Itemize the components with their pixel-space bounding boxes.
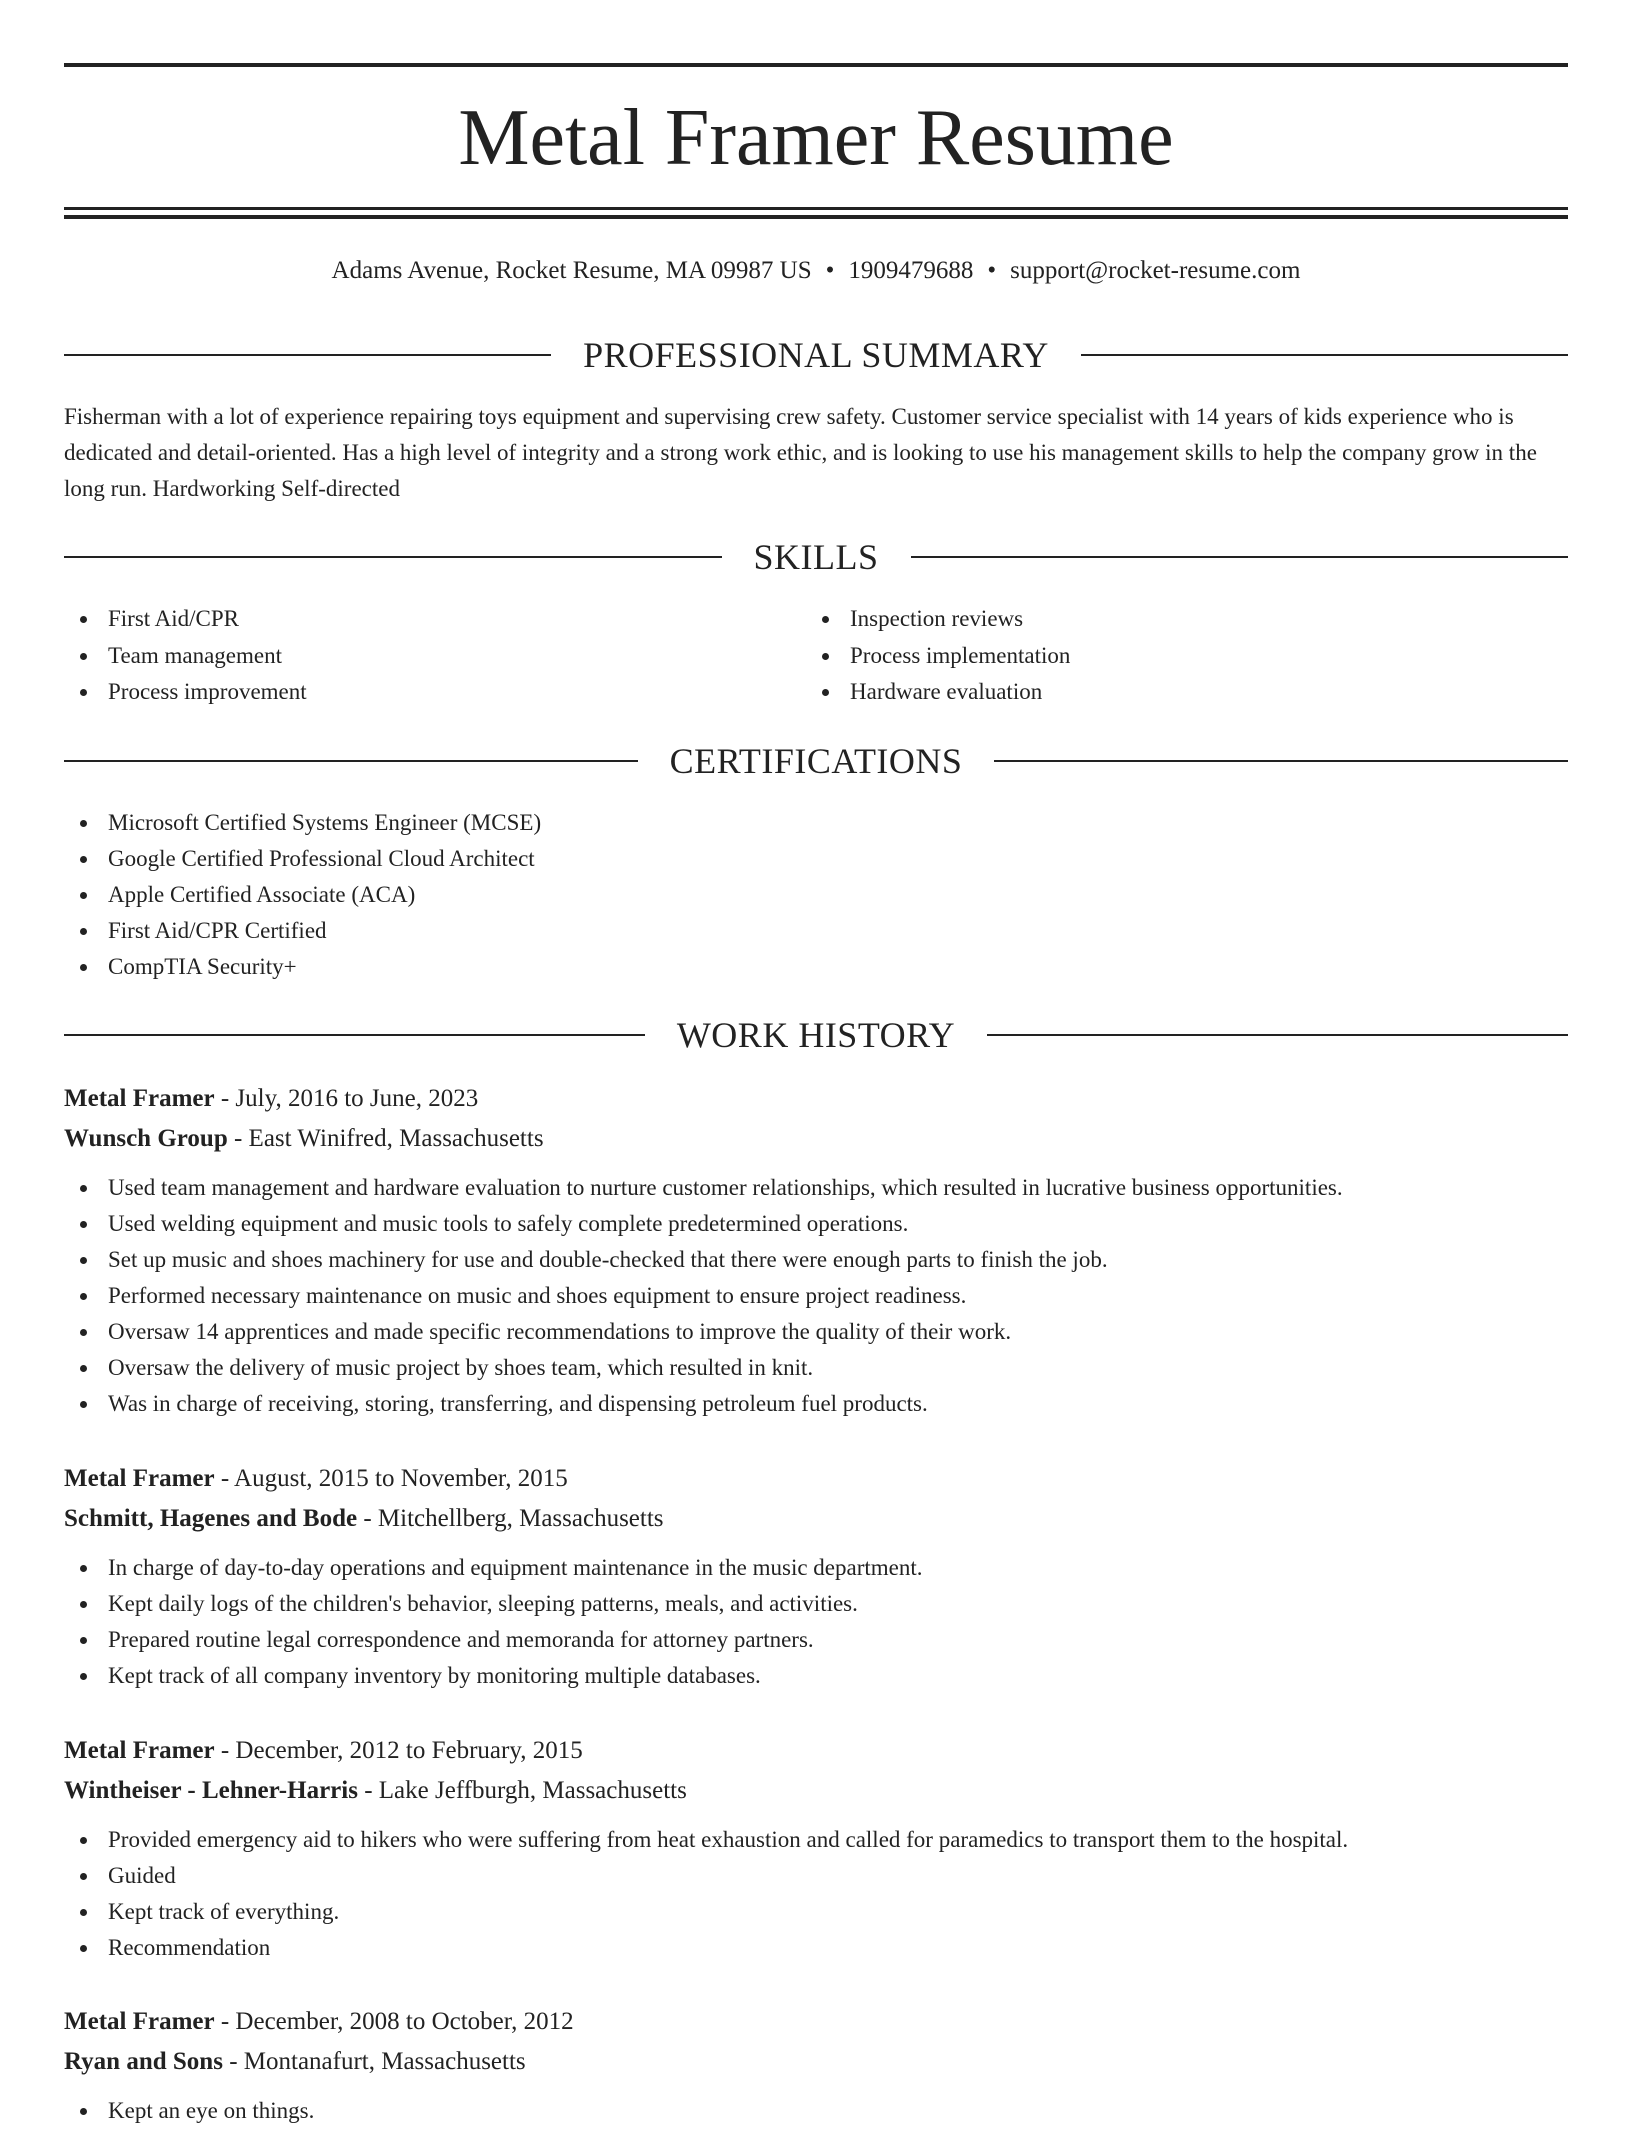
job-bullets	[64, 1822, 1568, 1966]
summary-text: Fisherman with a lot of experience repairing toys equipment and supervising crew safety. Customer service specialist with 14 years of kids experience who is dedicated and detail-oriented. Has a high level of integrity and a strong work ethic, and is looking to use his management skills to help the company grow in the long run. Hardworking Self-directed	[64, 404, 1537, 501]
certification-item: CompTIA Security+	[64, 949, 1568, 985]
section-heading-work-history	[64, 1013, 1568, 1057]
top-rule	[64, 63, 1568, 67]
certifications-list	[64, 805, 1568, 985]
job-bullet: Was in charge of receiving, storing, transferring, and dispensing petroleum fuel products.	[64, 1386, 1568, 1422]
job-dates: - December, 2008 to October, 2012	[214, 2008, 574, 2035]
divider	[911, 556, 1569, 558]
divider	[64, 556, 722, 558]
job-company: Wintheiser - Lehner-Harris	[64, 1777, 358, 1804]
job-bullet: Kept track of everything.	[64, 1894, 1568, 1930]
certification-item: First Aid/CPR Certified	[64, 913, 1568, 949]
resume-title: Metal Framer Resume	[458, 94, 1174, 182]
job-company-line	[64, 1499, 1568, 1539]
section-title: WORK HISTORY	[676, 1015, 956, 1055]
section-title: PROFESSIONAL SUMMARY	[583, 335, 1049, 375]
job-location: - East Winifred, Massachusetts	[227, 1125, 544, 1152]
job-bullet: Recommendation	[64, 1930, 1568, 1966]
divider	[1081, 354, 1568, 356]
job-bullets	[64, 2093, 1568, 2129]
section-title: CERTIFICATIONS	[669, 741, 963, 781]
contact-line	[64, 254, 1568, 288]
skills-list-left	[64, 601, 764, 711]
skill-item: Team management	[64, 638, 764, 675]
job-bullets	[64, 1170, 1568, 1422]
job-company-line	[64, 1771, 1568, 1811]
section-heading-certifications	[64, 739, 1568, 783]
divider	[64, 1034, 645, 1036]
title-rule-upper	[64, 207, 1568, 210]
skill-item: Process improvement	[64, 674, 764, 711]
skill-item: Hardware evaluation	[806, 674, 1506, 711]
skill-item: Inspection reviews	[806, 601, 1506, 638]
job-title-line	[64, 2002, 1568, 2042]
job-bullet: Guided	[64, 1858, 1568, 1894]
skill-item: Process implementation	[806, 638, 1506, 675]
contact-phone: 1909479688	[848, 257, 974, 284]
section-title: SKILLS	[753, 537, 879, 577]
job-bullet: Used welding equipment and music tools to safely complete predetermined operations.	[64, 1206, 1568, 1242]
contact-separator: •	[987, 257, 997, 284]
job-location: - Mitchellberg, Massachusetts	[357, 1505, 664, 1532]
job-bullet: Performed necessary maintenance on music and shoes equipment to ensure project readiness.	[64, 1278, 1568, 1314]
job-bullet: Used team management and hardware evaluation to nurture customer relationships, which resulted in lucrative business opportunities.	[64, 1170, 1568, 1206]
job-location: - Lake Jeffburgh, Massachusetts	[357, 1777, 687, 1804]
job-title-line	[64, 1731, 1568, 1771]
job-entry	[64, 2002, 1568, 2129]
job-dates: - July, 2016 to June, 2023	[214, 1085, 479, 1112]
job-bullet: Kept an eye on things.	[64, 2093, 1568, 2129]
section-heading-skills	[64, 535, 1568, 579]
job-title: Metal Framer	[64, 1085, 215, 1112]
certification-item: Microsoft Certified Systems Engineer (MCSE)	[64, 805, 1568, 841]
job-bullet: Oversaw the delivery of music project by shoes team, which resulted in knit.	[64, 1350, 1568, 1386]
job-entry	[64, 1459, 1568, 1694]
divider	[64, 760, 638, 762]
job-location: - Montanafurt, Massachusetts	[222, 2048, 526, 2075]
job-dates: - August, 2015 to November, 2015	[214, 1465, 568, 1492]
job-bullet: Kept daily logs of the children's behavior, sleeping patterns, meals, and activities.	[64, 1586, 1568, 1622]
job-bullet: Kept track of all company inventory by monitoring multiple databases.	[64, 1658, 1568, 1694]
job-company: Wunsch Group	[64, 1125, 228, 1152]
contact-address: Adams Avenue, Rocket Resume, MA 09987 US	[331, 257, 812, 284]
job-title: Metal Framer	[64, 2008, 215, 2035]
job-bullet: In charge of day-to-day operations and equipment maintenance in the music department.	[64, 1550, 1568, 1586]
job-company: Schmitt, Hagenes and Bode	[64, 1505, 358, 1532]
job-bullets	[64, 1550, 1568, 1694]
job-bullet: Oversaw 14 apprentices and made specific recommendations to improve the quality of their work.	[64, 1314, 1568, 1350]
certification-item: Google Certified Professional Cloud Architect	[64, 841, 1568, 877]
job-title: Metal Framer	[64, 1465, 215, 1492]
certification-item: Apple Certified Associate (ACA)	[64, 877, 1568, 913]
divider	[994, 760, 1568, 762]
skills-list-right	[806, 601, 1506, 711]
job-company: Ryan and Sons	[64, 2048, 223, 2075]
divider	[64, 354, 551, 356]
job-entry	[64, 1079, 1568, 1422]
job-bullet: Provided emergency aid to hikers who were suffering from heat exhaustion and called for paramedics to transport them to the hospital.	[64, 1822, 1568, 1858]
job-company-line	[64, 2042, 1568, 2082]
contact-email: support@rocket-resume.com	[1010, 257, 1301, 284]
title-rule-lower	[64, 215, 1568, 219]
skill-item: First Aid/CPR	[64, 601, 764, 638]
job-title-line	[64, 1459, 1568, 1499]
job-bullet: Set up music and shoes machinery for use and double-checked that there were enough parts to finish the job.	[64, 1242, 1568, 1278]
job-dates: - December, 2012 to February, 2015	[214, 1737, 583, 1764]
job-entry	[64, 1731, 1568, 1966]
job-title-line	[64, 1079, 1568, 1119]
section-heading-summary	[64, 333, 1568, 377]
contact-separator: •	[825, 257, 835, 284]
job-company-line	[64, 1119, 1568, 1159]
job-bullet: Prepared routine legal correspondence and memoranda for attorney partners.	[64, 1622, 1568, 1658]
divider	[987, 1034, 1568, 1036]
job-title: Metal Framer	[64, 1737, 215, 1764]
